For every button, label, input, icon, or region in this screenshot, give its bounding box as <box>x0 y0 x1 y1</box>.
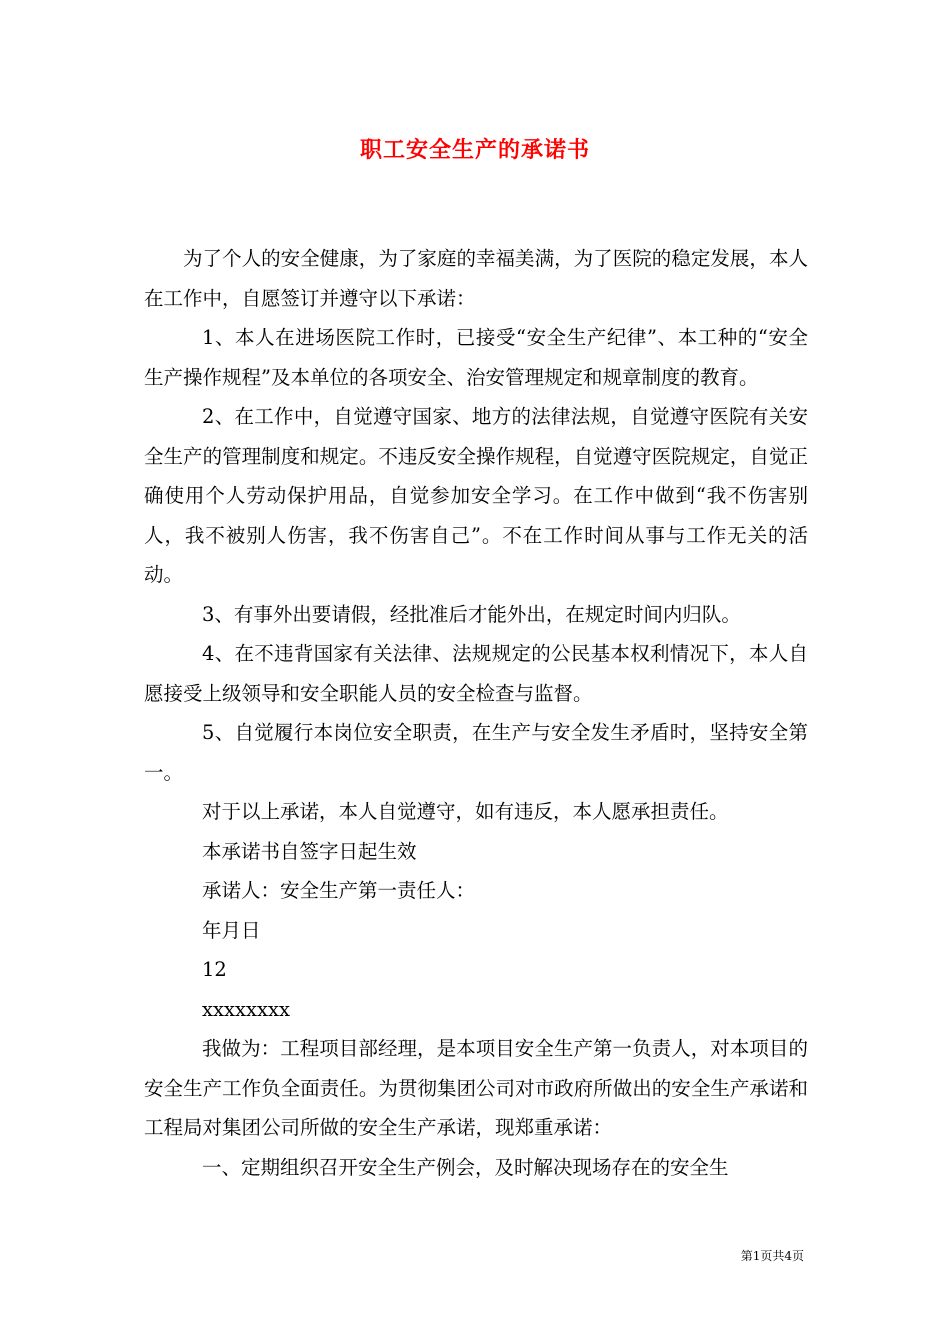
signatory-line: 承诺人：安全生产第一责任人： <box>202 879 476 902</box>
placeholder-line: xxxxxxxx <box>202 997 290 1021</box>
date-line: 年月日 <box>202 918 261 942</box>
clause-5-paragraph: 5、自觉履行本岗位安全职责，在生产与安全发生矛盾时，坚持安全第一。 <box>144 721 808 784</box>
clause-2-paragraph: 2、在工作中，自觉遵守国家、地方的法律法规，自觉遵守医院有关安全生产的管理制度和规定。不违反安全操作规程，自觉遵守医院规定，自觉正确使用个人劳动保护用品，自觉参加安全学习。在工作中做到“我不伤害别人，我不被别人伤害，我不伤害自己”。不在工作时间从事与工作无关的活动。 <box>144 405 808 586</box>
manager-paragraph: 我做为：工程项目部经理，是本项目安全生产第一负责人，对本项目的安全生产工作负全面责任。为贯彻集团公司对市政府所做出的安全生产承诺和工程局对集团公司所做的安全生产承诺，现郑重承诺： <box>144 1037 808 1139</box>
intro-paragraph: 为了个人的安全健康，为了家庭的幸福美满，为了医院的稳定发展，本人在工作中，自愿签订并遵守以下承诺： <box>144 247 808 310</box>
page-footer: 第1页共4页 <box>740 1249 804 1263</box>
item-1-paragraph: 一、定期组织召开安全生产例会，及时解决现场存在的安全生 <box>202 1155 729 1179</box>
effective-date-line: 本承诺书自签字日起生效 <box>202 839 417 863</box>
number-line: 12 <box>202 958 227 981</box>
clause-1-paragraph: 1、本人在进场医院工作时，已接受“安全生产纪律”、本工种的“安全生产操作规程”及本单位的各项安全、治安管理规定和规章制度的教育。 <box>144 326 808 389</box>
clause-4-paragraph: 4、在不违背国家有关法律、法规规定的公民基本权利情况下，本人自愿接受上级领导和安全职能人员的安全检查与监督。 <box>144 642 808 705</box>
document-title: 职工安全生产的承诺书 <box>359 137 590 163</box>
compliance-paragraph: 对于以上承诺，本人自觉遵守，如有违反，本人愿承担责任。 <box>202 800 729 823</box>
clause-3-paragraph: 3、有事外出要请假，经批准后才能外出，在规定时间内归队。 <box>202 602 741 626</box>
document-body <box>144 239 808 1187</box>
